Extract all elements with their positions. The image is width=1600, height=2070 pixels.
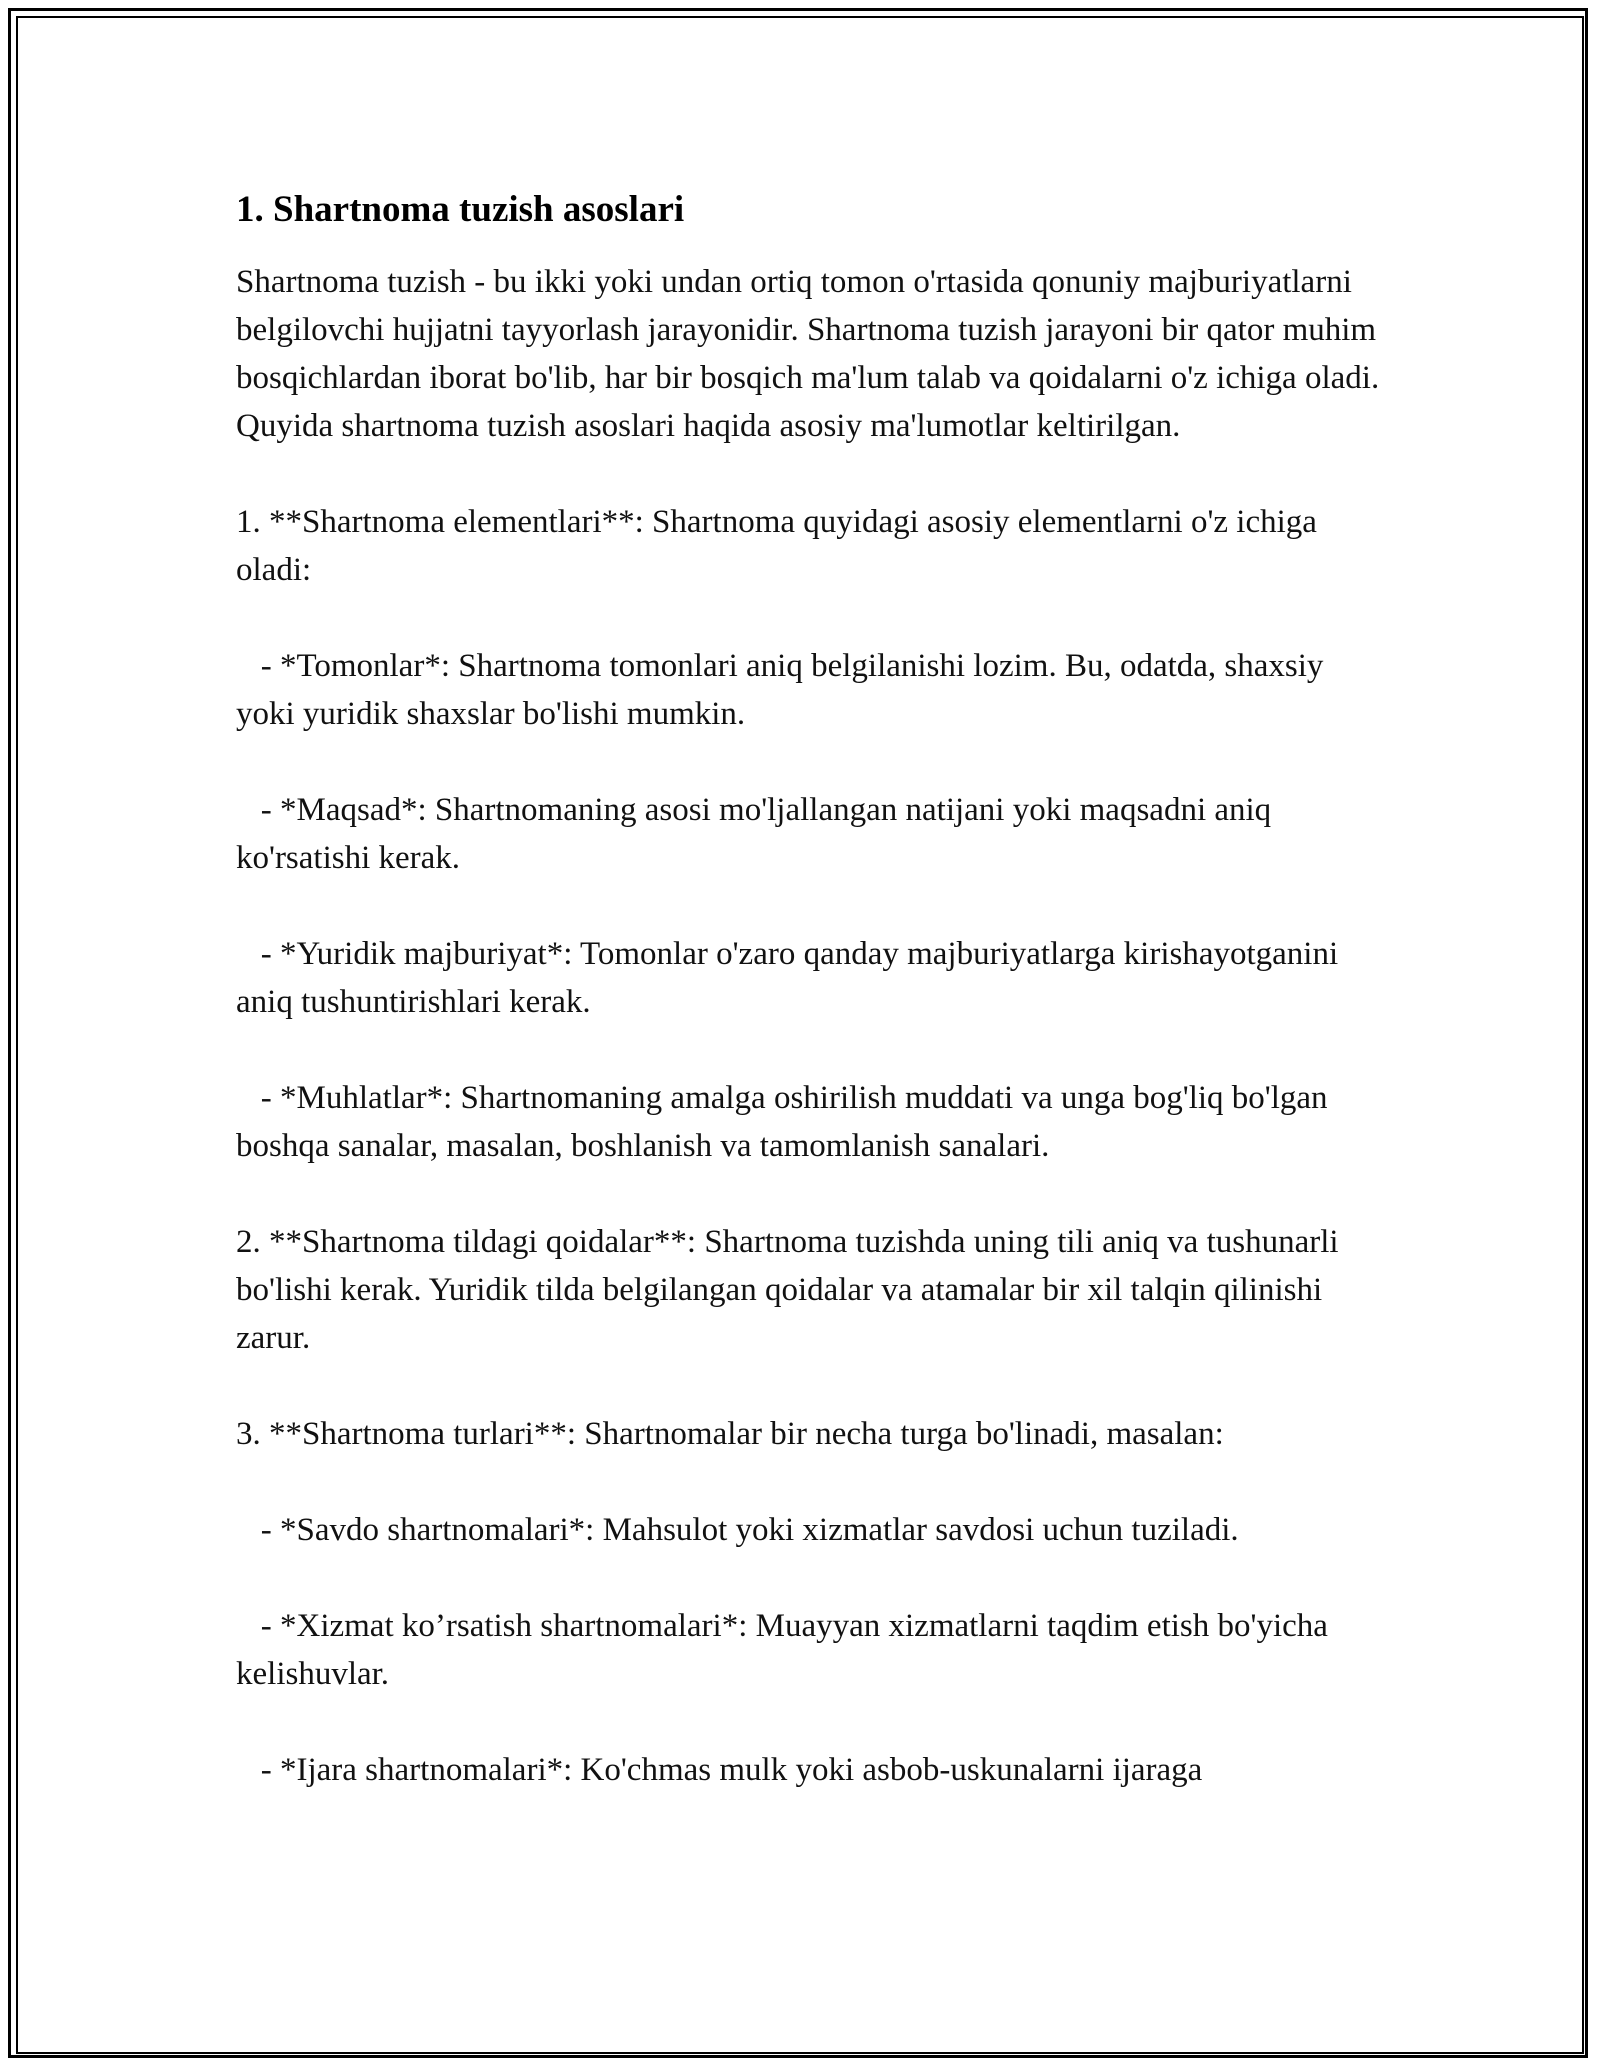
sub-item-purpose: - *Maqsad*: Shartnomaning asosi mo'ljallangan natijani yoki maqsadni aniq ko'rsatishi kerak. xyxy=(236,792,1280,876)
sub-item-sales-contracts: - *Savdo shartnomalari*: Mahsulot yoki xizmatlar savdosi uchun tuziladi. xyxy=(236,1512,1239,1548)
sub-item-lease-contracts: - *Ijara shartnomalari*: Ko'chmas mulk yoki asbob-uskunalarni ijaraga xyxy=(236,1752,1203,1788)
document-body xyxy=(236,186,1386,1842)
list-item-language-rules: 2. **Shartnoma tildagi qoidalar**: Shartnoma tuzishda uning tili aniq va tushunarli bo'lishi kerak. Yuridik tilda belgilangan qoidalar va atamalar bir xil talqin qilinishi zarur. xyxy=(236,1224,1347,1356)
sub-item-legal-obligation: - *Yuridik majburiyat*: Tomonlar o'zaro qanday majburiyatlarga kirishayotganini aniq tushuntirishlari kerak. xyxy=(236,936,1347,1020)
sub-item-service-contracts: - *Xizmat ko’rsatish shartnomalari*: Muayyan xizmatlarni taqdim etish bo'yicha kelishuvlar. xyxy=(236,1608,1337,1692)
intro-paragraph: Shartnoma tuzish - bu ikki yoki undan ortiq tomon o'rtasida qonuniy majburiyatlarni belgilovchi hujjatni tayyorlash jarayonidir. Shartnoma tuzish jarayoni bir qator muhim bosqichlardan iborat bo'lib, har bir bosqich ma'lum talab va qoidalarni o'z ichiga oladi. Quyida shartnoma tuzish asoslari haqida asosiy ma'lumotlar keltirilgan. xyxy=(236,264,1388,444)
list-item-contract-types: 3. **Shartnoma turlari**: Shartnomalar bir necha turga bo'linadi, masalan: xyxy=(236,1416,1224,1452)
list-item-elements: 1. **Shartnoma elementlari**: Shartnoma quyidagi asosiy elementlarni o'z ichiga oladi: xyxy=(236,504,1326,588)
sub-item-deadlines: - *Muhlatlar*: Shartnomaning amalga oshirilish muddati va unga bog'liq bo'lgan boshqa sanalar, masalan, boshlanish va tamomlanish sanalari. xyxy=(236,1080,1336,1164)
sub-item-parties: - *Tomonlar*: Shartnoma tomonlari aniq belgilanishi lozim. Bu, odatda, shaxsiy yoki yuridik shaxslar bo'lishi mumkin. xyxy=(236,648,1332,732)
section-heading: 1. Shartnoma tuzish asoslari xyxy=(236,189,685,230)
